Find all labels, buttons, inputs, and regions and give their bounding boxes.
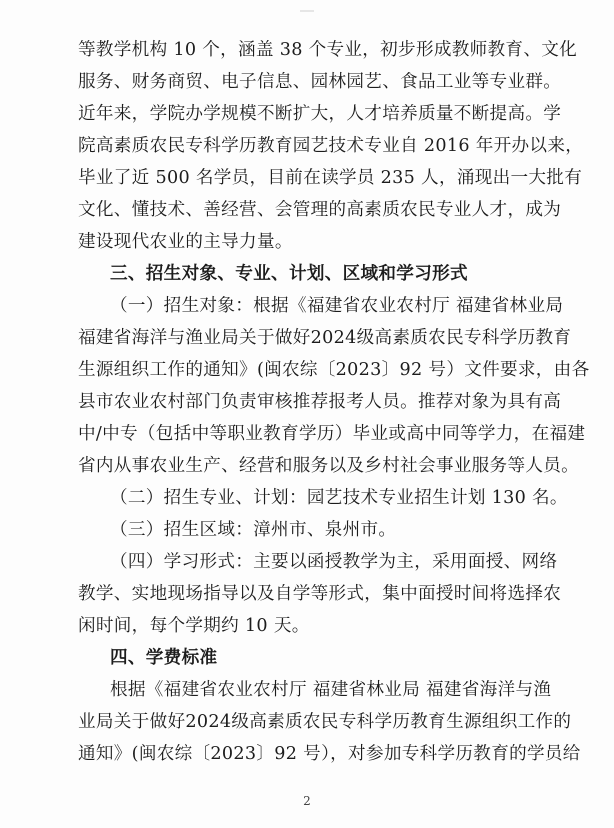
paragraph-line: 省内从事农业生产、经营和服务以及乡村社会事业服务等人员。 bbox=[78, 456, 580, 476]
paragraph-line: （三）招生区域：漳州市、泉州市。 bbox=[110, 520, 397, 540]
paragraph-line: （四）学习形式：主要以函授教学为主，采用面授、网络 bbox=[110, 552, 558, 572]
paragraph-line: 等教学机构 10 个，涵盖 38 个专业，初步形成教师教育、文化 bbox=[78, 40, 577, 60]
paragraph-line: 文化、懂技术、善经营、会管理的高素质农民专业人才，成为 bbox=[78, 200, 562, 220]
paragraph-line: （一）招生对象：根据《福建省农业农村厅 福建省林业局 bbox=[110, 296, 564, 316]
paragraph-line: 近年来，学院办学规模不断扩大，人才培养质量不断提高。学 bbox=[78, 104, 562, 124]
paragraph-line: 通知》(闽农综〔2023〕92 号），对参加专科学历教育的学员给 bbox=[78, 744, 581, 764]
paragraph-line: 毕业了近 500 名学员，目前在读学员 235 人，涌现出一大批有 bbox=[78, 168, 583, 188]
paragraph-line: 根据《福建省农业农村厅 福建省林业局 福建省海洋与渔 bbox=[110, 680, 552, 700]
paragraph-line: 建设现代农业的主导力量。 bbox=[78, 232, 293, 252]
paragraph-line: 生源组织工作的通知》(闽农综〔2023〕92 号）文件要求，由各 bbox=[78, 360, 590, 380]
paragraph-line: 院高素质农民专科学历教育园艺技术专业自 2016 年开办以来， bbox=[78, 136, 584, 156]
paragraph-line: 教学、实地现场指导以及自学等形式，集中面授时间将选择农 bbox=[78, 584, 562, 604]
paragraph-line: 闲时间，每个学期约 10 天。 bbox=[78, 616, 310, 636]
paragraph-line: 中/中专（包括中等职业教育学历）毕业或高中同等学力，在福建 bbox=[78, 424, 586, 444]
paragraph-line: 县市农业农村部门负责审核推荐报考人员。推荐对象为具有高 bbox=[78, 392, 562, 412]
paragraph-line: 业局关于做好2024级高素质农民专科学历教育生源组织工作的 bbox=[78, 712, 572, 732]
section-heading-3: 三、招生对象、专业、计划、区域和学习形式 bbox=[110, 263, 468, 284]
paragraph-line: 福建省海洋与渔业局关于做好2024级高素质农民专科学历教育 bbox=[78, 328, 572, 348]
section-heading-4: 四、学费标准 bbox=[110, 647, 218, 668]
scan-mark bbox=[300, 10, 314, 12]
page-number: 2 bbox=[303, 794, 311, 808]
paragraph-line: 服务、财务商贸、电子信息、园林园艺、食品工业等专业群。 bbox=[78, 72, 562, 92]
paragraph-line: （二）招生专业、计划：园艺技术专业招生计划 130 名。 bbox=[110, 488, 568, 508]
